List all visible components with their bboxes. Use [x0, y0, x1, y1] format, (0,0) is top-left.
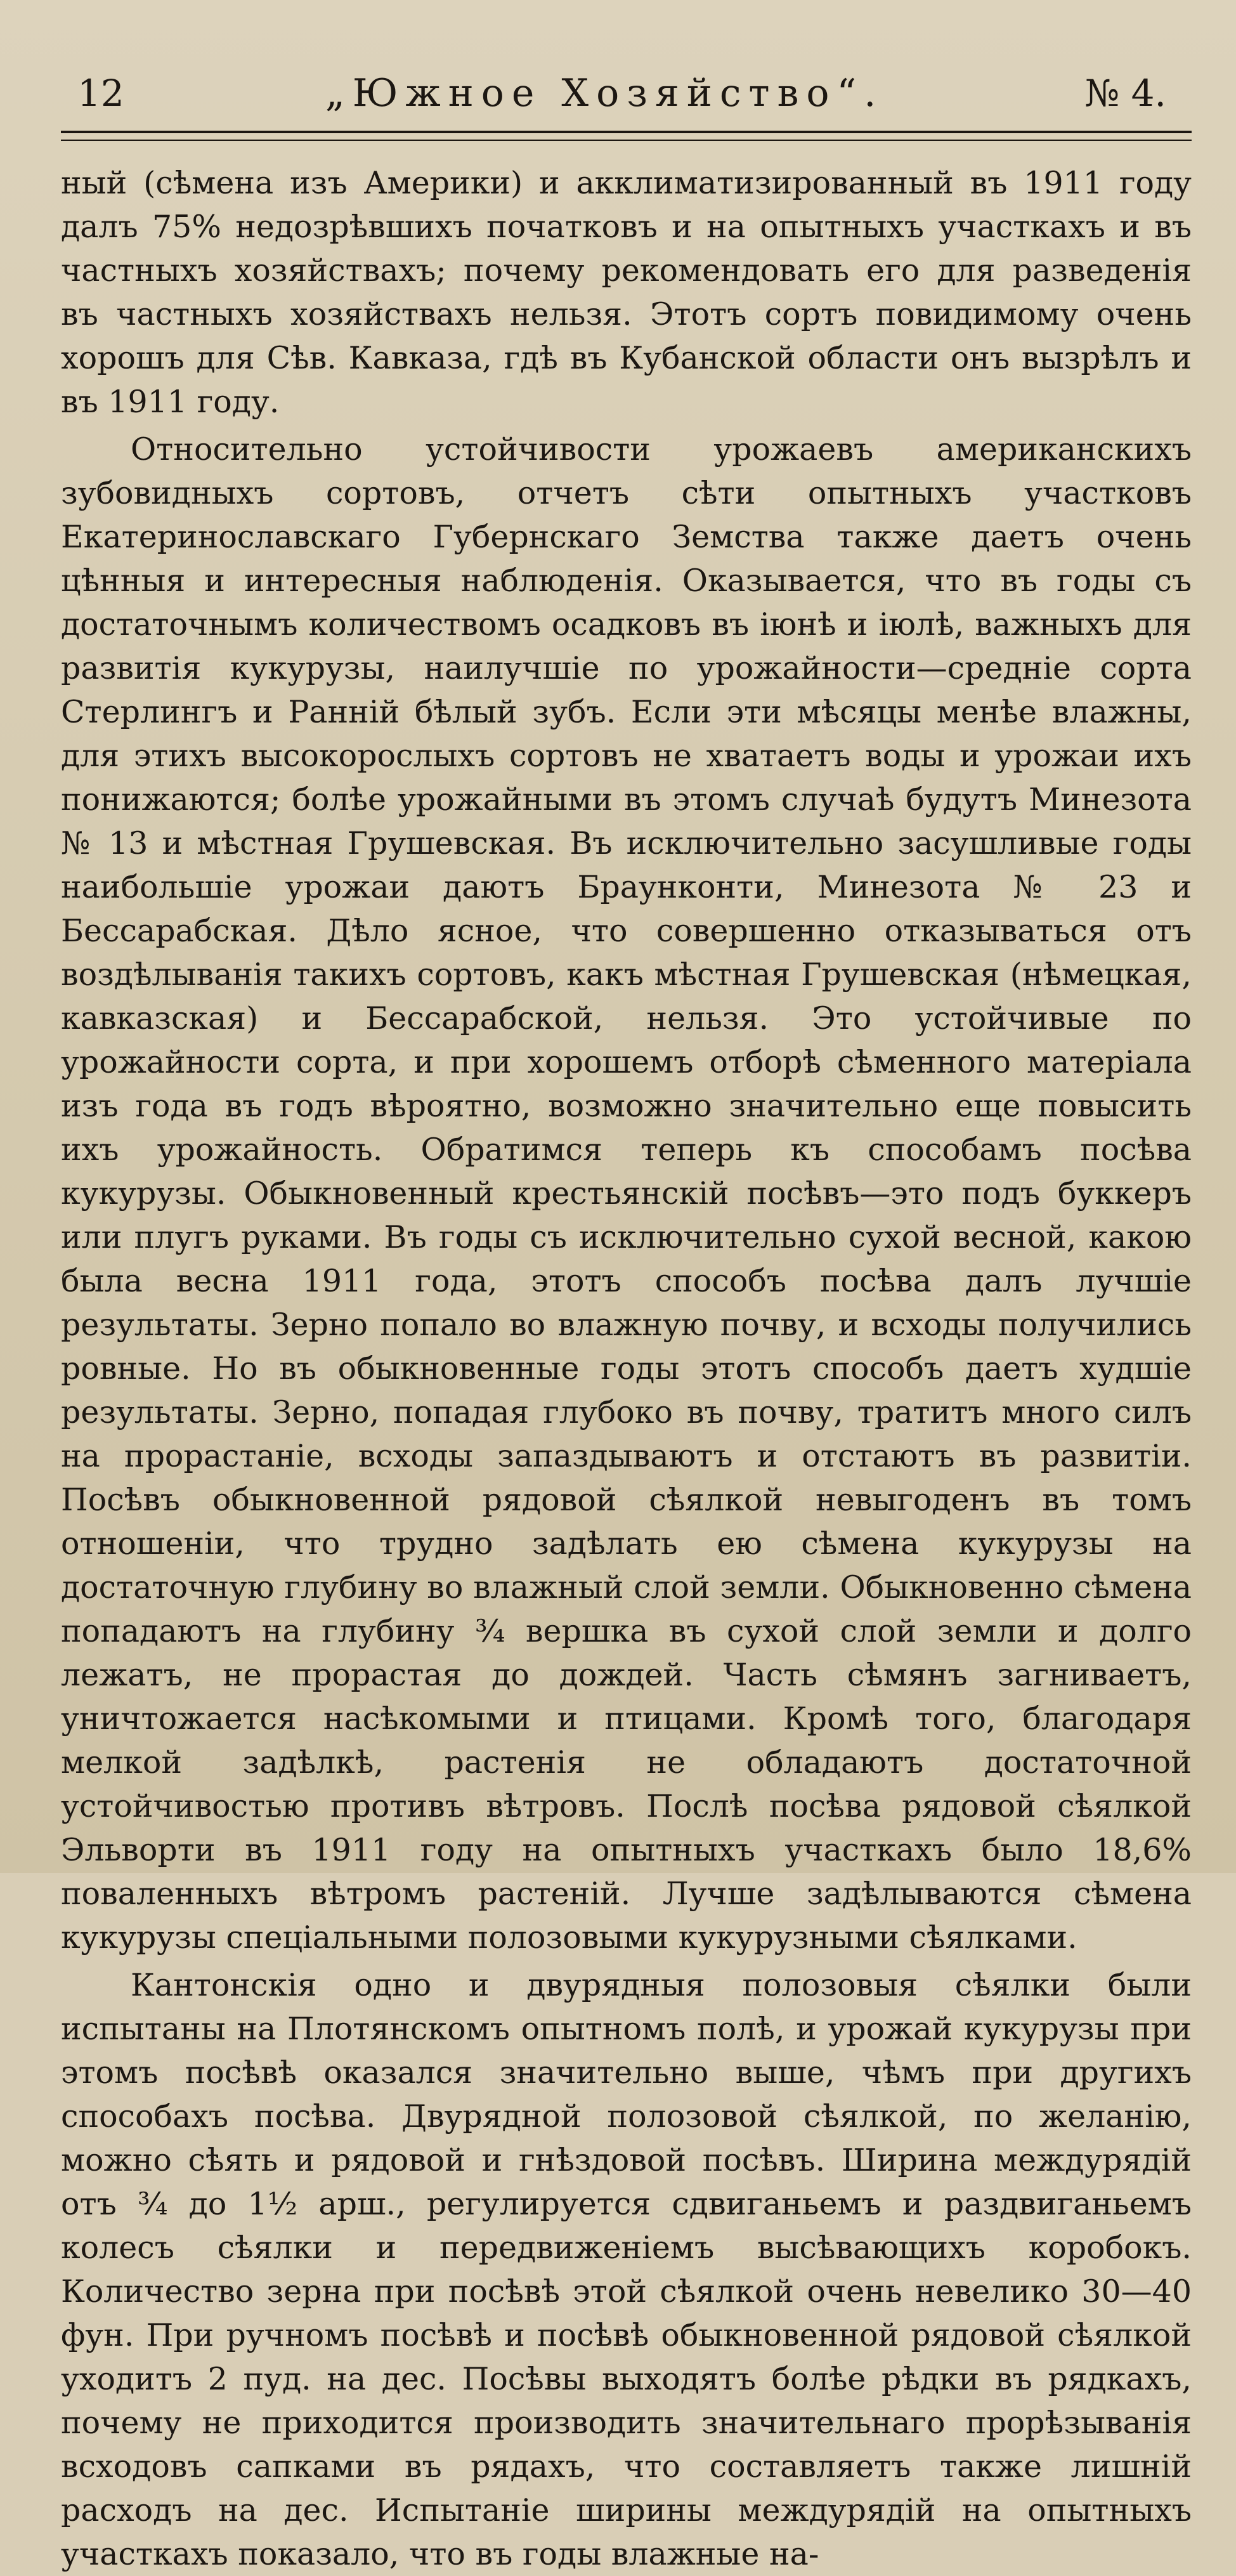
- paragraph: Относительно устойчивости урожаевъ американскихъ зубовидныхъ сортовъ, отчетъ сѣти опытныхъ участковъ Екатеринославскаго Губернскаго Земства также даетъ очень цѣнныя и интересныя наблюденія. Оказывается, что въ годы съ достаточнымъ количествомъ осадковъ въ іюнѣ и іюлѣ, важныхъ для развитія кукурузы, наилучшіе по урожайности—средніе сорта Стерлингъ и Ранній бѣлый зубъ. Если эти мѣсяцы менѣе влажны, для этихъ высокорослыхъ сортовъ не хватаетъ воды и урожаи ихъ понижаются; болѣе урожайными въ этомъ случаѣ будутъ Минезота № 13 и мѣстная Грушевская. Въ исключительно засушливые годы наибольшіе урожаи даютъ Браунконти, Минезота № 23 и Бессарабская. Дѣло ясное, что совершенно отказываться отъ воздѣлыванія такихъ сортовъ, какъ мѣстная Грушевская (нѣмецкая, кавказская) и Бессарабской, нельзя. Это устойчивые по урожайности сорта, и при хорошемъ отборѣ сѣменного матеріала изъ года въ годъ вѣроятно, возможно значительно еще повысить ихъ урожайность. Обратимся теперь къ способамъ посѣва кукурузы. Обыкновенный крестьянскій посѣвъ—это подъ буккеръ или плугъ руками. Въ годы съ исключительно сухой весной, какою была весна 1911 года, этотъ способъ посѣва далъ лучшіе результаты. Зерно попало во влажную почву, и всходы получились ровные. Но въ обыкновенные годы этотъ способъ даетъ худшіе результаты. Зерно, попадая глубоко въ почву, тратитъ много силъ на прорастаніе, всходы запаздываютъ и отстаютъ въ развитіи. Посѣвъ обыкновенной рядовой сѣялкой невыгоденъ въ томъ отношеніи, что трудно задѣлать ею сѣмена кукурузы на достаточную глубину во влажный слой земли. Обыкновенно сѣмена попадаютъ на глубину ¾ вершка въ сухой слой земли и долго лежатъ, не прорастая до дождей. Часть сѣмянъ загниваетъ, уничтожается насѣкомыми и птицами. Кромѣ того, благодаря мелкой задѣлкѣ, растенія не обладаютъ достаточной устойчивостью противъ вѣтровъ. Послѣ посѣва рядовой сѣялкой Эльворти въ 1911 году на опытныхъ участкахъ было 18,6% поваленныхъ вѣтромъ растеній. Лучше задѣлываются сѣмена кукурузы спеціальными полозовыми кукурузными сѣялками.: [61, 431, 1192, 1956]
- body-text: [61, 161, 1192, 2576]
- journal-title: „Южное Хозяйство“.: [325, 71, 884, 115]
- issue-number: № 4.: [1084, 72, 1166, 115]
- page-number: 12: [77, 72, 124, 115]
- paragraph: ный (сѣмена изъ Америки) и акклиматизированный въ 1911 году далъ 75% недозрѣвшихъ початковъ и на опытныхъ участкахъ и въ частныхъ хозяйствахъ; почему рекомендовать его для разведенія въ частныхъ хозяйствахъ нельзя. Этотъ сортъ повидимому очень хорошъ для Сѣв. Кавказа, гдѣ въ Кубанской области онъ вызрѣлъ и въ 1911 году.: [61, 165, 1192, 420]
- running-header: [61, 71, 1192, 121]
- paragraph: Кантонскія одно и двурядныя полозовыя сѣялки были испытаны на Плотянскомъ опытномъ полѣ, и урожай кукурузы при этомъ посѣвѣ оказался значительно выше, чѣмъ при другихъ способахъ посѣва. Двурядной полозовой сѣялкой, по желанію, можно сѣять и рядовой и гнѣздовой посѣвъ. Ширина междурядій отъ ¾ до 1½ арш., регулируется сдвиганьемъ и раздвиганьемъ колесъ сѣялки и передвиженіемъ высѣвающихъ коробокъ. Количество зерна при посѣвѣ этой сѣялкой очень невелико 30—40 фун. При ручномъ посѣвѣ и посѣвѣ обыкновенной рядовой сѣялкой уходитъ 2 пуд. на дес. Посѣвы выходятъ болѣе рѣдки въ рядкахъ, почему не приходится производить значительнаго прорѣзыванія всходовъ сапками въ рядахъ, что составляетъ также лишній расходъ на дес. Испытаніе ширины междурядій на опытныхъ участкахъ показало, что въ годы влажные на-: [61, 1967, 1192, 2572]
- header-rule: [61, 131, 1192, 141]
